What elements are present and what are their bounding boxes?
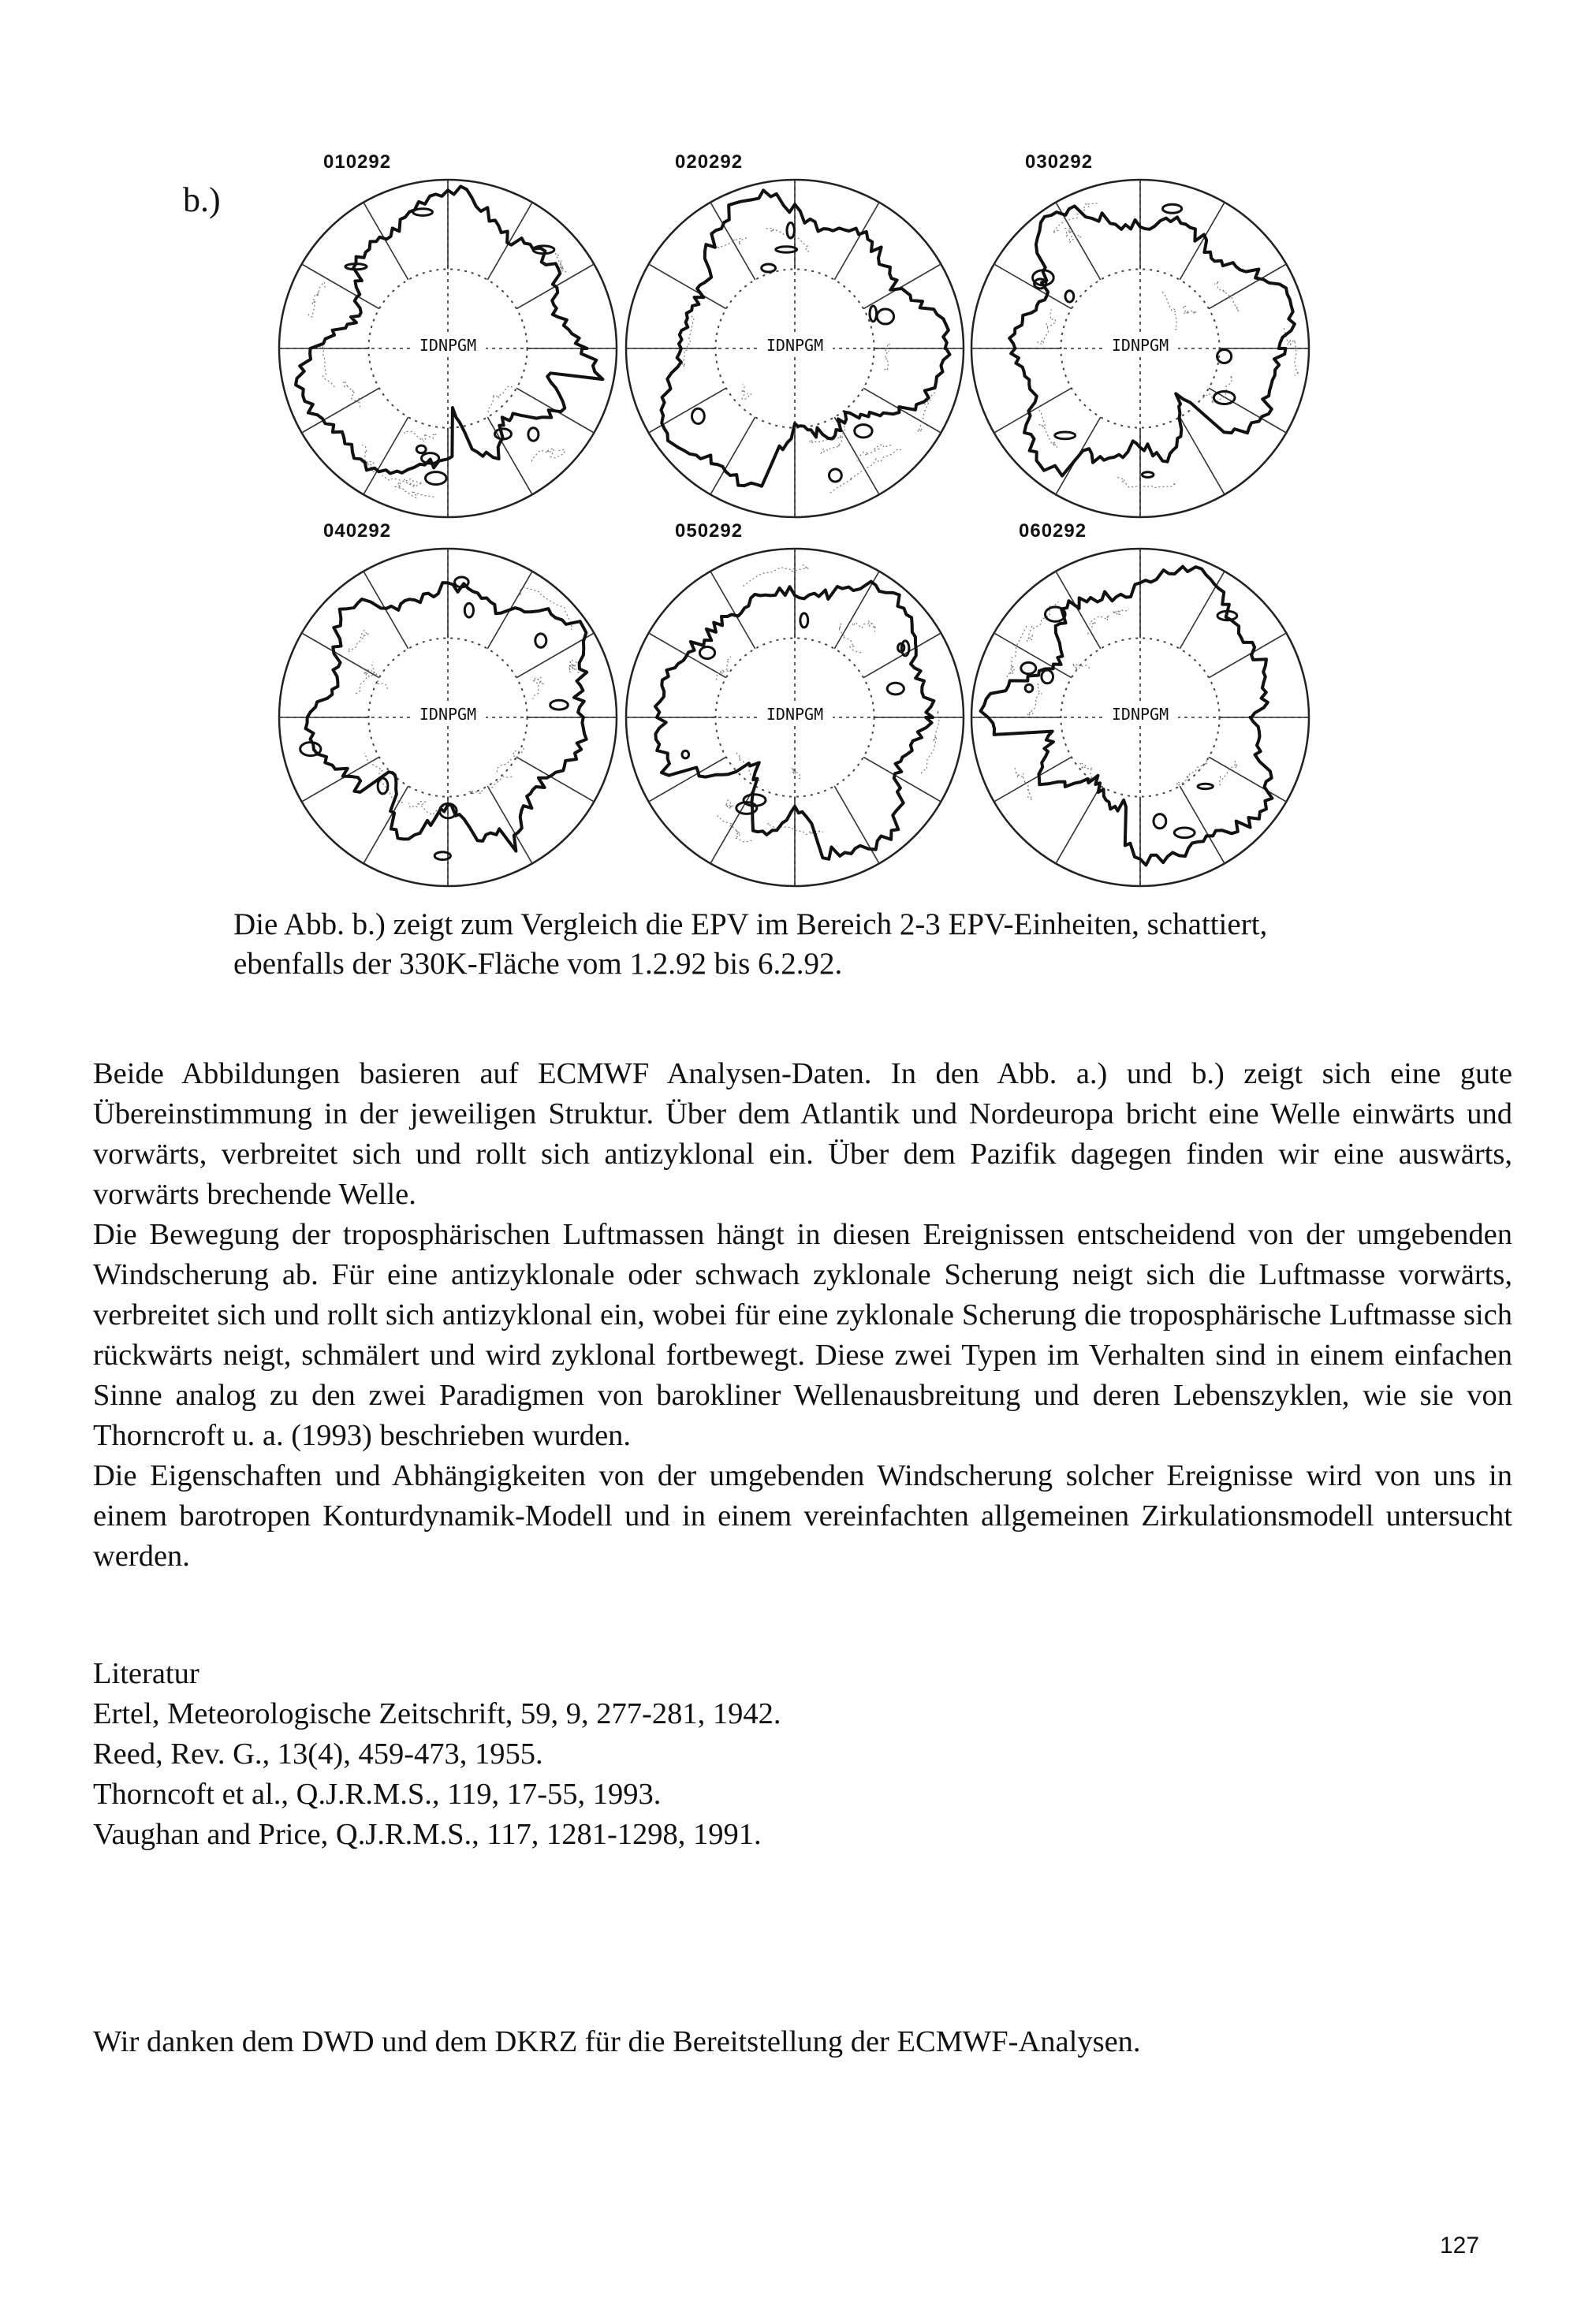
map-date-label: 040292 [323,520,392,542]
body-text [93,1054,1512,1577]
epv-patch [413,209,433,216]
meridian-line [863,633,941,678]
meridian-line [1209,633,1286,678]
epv-patch [855,425,872,438]
epv-patch [1174,828,1195,838]
meridian-line [1209,757,1286,802]
epv-patch [535,634,546,647]
polar-map-1 [274,151,621,522]
epv-patch [682,750,689,758]
polar-map-6 [967,520,1314,891]
epv-patch [762,264,776,272]
acknowledgement: Wir danken dem DWD und dem DKRZ für die Bereitstellung der ECMWF-Analysen. [93,2025,1141,2058]
epv-patch [1154,814,1166,829]
coastline [1064,229,1081,243]
literature-section [93,1654,781,1855]
meridian-line [649,264,726,309]
map-center-text: IDNPGM [419,705,477,724]
coastline [1037,309,1056,344]
coastline [1183,306,1197,313]
reference-item: Reed, Rev. G., 13(4), 459-473, 1955. [93,1737,543,1771]
polar-map-4 [274,520,621,891]
epv-patch [300,743,321,756]
coastline [839,624,863,653]
epv-patch [416,445,426,453]
caption-line: ebenfalls der 330K-Fläche vom 1.2.92 bis 6.2.92. [233,947,843,981]
epv-patch [378,778,388,794]
figure-label: b.) [183,181,221,219]
meridian-line [994,388,1072,433]
meridian-line [834,786,879,863]
coastline [792,768,800,779]
reference-item: Vaughan and Price, Q.J.R.M.S., 117, 1281-1298, 1991. [93,1818,762,1851]
epv-patch [870,306,877,322]
coastline [488,386,513,414]
map-date-label: 030292 [1025,151,1094,173]
coastline [569,660,579,673]
coastline [857,445,891,461]
meridian-line [487,203,532,280]
meridian-line [994,264,1072,309]
paragraph: Die Bewegung der troposphärischen Luftmassen hängt in diesen Ereignissen entscheidend von der umgebenden Windscherung ab. Für eine antizyklonale oder schwach zyklonale Scherung neigt sich die Luftmasse vorwärts, verbreitet sich und rollt sich antizyklonal ein, wobei für eine zyklonale Scherung die troposphärische Luftmasse sich rückwärts neigt, schmälert und wird zyklonal fortbewegt. Diese zwei Typen im Verhalten sind in einem einfachen Sinne analog zu den zwei Paradigmen von barokliner Wellenausbreitung und deren Lebenszyklen, wie sie von Thorncroft u. a. (1993) beschrieben wurden. [93,1218,1512,1452]
coastline [1214,281,1239,311]
coastline [1162,292,1178,330]
map-date-label: 020292 [675,151,744,173]
epv-patch [800,613,808,628]
caption-line: Die Abb. b.) zeigt zum Vergleich die EPV im Bereich 2-3 EPV-Einheiten, schattiert, [233,907,1268,941]
coastline [531,449,565,462]
meridian-line [363,417,408,494]
paragraph: Die Eigenschaften und Abhängigkeiten von der umgebenden Windscherung solcher Ereignisse wird von uns in einem barotropen Konturdynamik-Modell und in einem vereinfachten allgemeinen Zirkulationsmodell untersucht werden. [93,1459,1512,1573]
coastline [716,816,751,843]
coastline [396,482,434,498]
coastline [1027,684,1042,717]
figure-caption [233,905,1463,984]
epv-patch [1198,784,1213,788]
map-date-label: 060292 [1019,520,1087,542]
coastline [1039,410,1058,447]
polar-map-2 [621,151,968,522]
meridian-line [363,572,408,649]
coastline [371,662,388,689]
epv-patch [699,647,714,659]
meridian-line [487,417,532,494]
page-number: 127 [1440,2233,1480,2259]
epv-contour [296,186,602,473]
meridian-line [863,388,941,433]
polar-map-5 [621,520,968,891]
epv-patch [1163,204,1182,213]
epv-patch [426,472,447,485]
meridian-line [1056,786,1101,863]
meridian-line [649,757,726,802]
reference-item: Ertel, Meteorologische Zeitschrift, 59, 9, 277-281, 1942. [93,1697,781,1730]
epv-patch [692,408,705,423]
map-center-text: IDNPGM [419,336,477,355]
meridian-line [863,264,941,309]
epv-patch [550,700,569,709]
coastline [497,748,524,773]
coastline [1015,768,1032,800]
map-center-text: IDNPGM [1111,336,1169,355]
epv-patch [830,469,842,482]
coastline [1177,761,1208,786]
coastline [356,669,375,694]
epv-patch [528,428,539,441]
coastline [1113,609,1129,614]
epv-patch [1021,662,1036,673]
meridian-line [1209,388,1286,433]
meridian-line [363,786,408,863]
coastline [405,431,437,441]
epv-patch [1065,291,1074,302]
meridian-line [710,572,755,649]
meridian-line [1180,203,1225,280]
reference-item: Thorncoft et al., Q.J.R.M.S., 119, 17-55, 1993. [93,1778,662,1811]
epv-patch [1055,432,1076,439]
meridian-line [994,757,1072,802]
epv-patch [1025,684,1033,692]
epv-patch [1142,472,1154,478]
epv-patch [776,247,797,252]
meridian-line [710,786,755,863]
coastline [714,238,747,248]
epv-patch [464,603,473,617]
polar-map-3 [967,151,1314,522]
coastline [915,393,935,433]
coastline [348,629,369,652]
epv-patch [887,683,904,695]
map-center-text: IDNPGM [766,705,824,724]
map-date-label: 050292 [675,520,744,542]
coastline [883,343,889,371]
coastline [382,475,423,486]
coastline [851,620,875,632]
map-center-text: IDNPGM [766,336,824,355]
coastline [742,385,751,399]
coastline [744,565,809,587]
paragraph: Beide Abbildungen basieren auf ECMWF Analysen-Daten. In den Abb. a.) und b.) zeigt sich eine gute Übereinstimmung in der jeweiligen Struktur. Über dem Atlantik und Nordeuropa bricht eine Welle einwärts und vorwärts, verbreitet sich und rollt sich antizyklonal ein. Über dem Pazifik dagegen finden wir eine auswärts, vorwärts brechende Welle. [93,1057,1512,1211]
meridian-line [302,388,379,433]
epv-patch [1042,670,1053,683]
meridian-line [863,757,941,802]
coastline [682,316,694,367]
map-date-label: 010292 [323,151,392,173]
meridian-line [1180,572,1225,649]
coastline [308,282,326,317]
epv-patch [787,223,794,239]
coastline [532,678,543,699]
literature-heading: Literatur [93,1657,199,1690]
epv-patch [877,309,893,324]
coastline [725,800,733,809]
meridian-line [487,786,532,863]
map-center-text: IDNPGM [1111,705,1169,724]
